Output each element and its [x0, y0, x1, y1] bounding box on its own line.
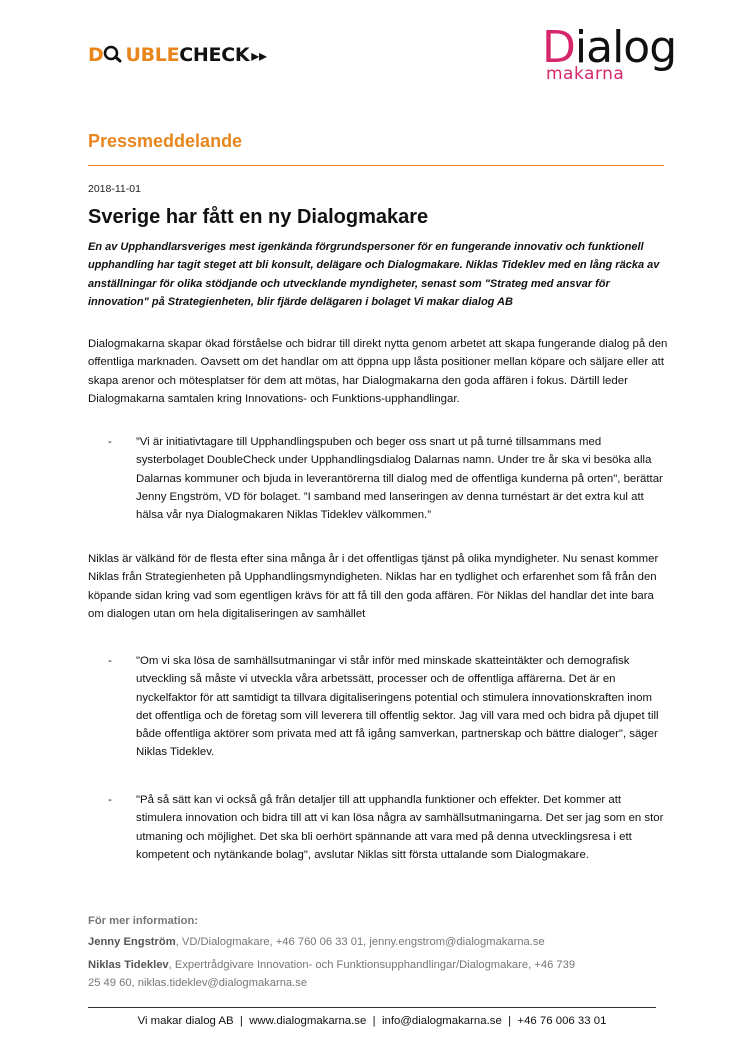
headline: Sverige har fått en ny Dialogmakare: [88, 206, 429, 228]
logo-text-check: CHECK: [179, 44, 250, 66]
magnifier-icon: [103, 44, 125, 70]
bullet-dash: -: [108, 655, 112, 667]
logo-initial-d: D: [542, 22, 575, 73]
contact-jenny: [88, 933, 545, 951]
double-arrow-icon: ▸▸: [251, 46, 267, 65]
bullet-dash: -: [108, 794, 112, 806]
logo-text-uble: UBLE: [125, 44, 180, 66]
footer: Vi makar dialog AB | www.dialogmakarna.se | info@dialogmakarna.se | +46 76 006 33 01: [137, 1015, 607, 1027]
release-date: 2018-11-01: [88, 183, 141, 195]
contact-name: Niklas Tideklev: [88, 959, 169, 971]
contact-heading: För mer information:: [88, 915, 199, 927]
lead-paragraph: En av Upphandlarsveriges mest igenkända förgrundspersoner för en fungerande innovativ och funktionell upphandling har tagit steget att bli konsult, delägare och Dialogmakare. Niklas Tideklev med en lång räcka av anställningar för olika stödjande och utvecklande myndigheter, senast som "Strateg med ansvar för innovation" på Strategienheten, blir fjärde delägaren i bolaget Vi makar dialog AB: [88, 241, 660, 308]
contact-details-cont: 25 49 60, niklas.tideklev@dialogmakarna.se: [88, 977, 308, 989]
quote-1: ”Vi är initiativtagare till Upphandlingspuben och beger oss snart ut på turné tillsammans med systerbolaget DoubleCheck under Upphandlingsdialog Dalarnas namn. Under tre år ska vi besöka alla Dalarnas kommuner och bjuda in leverantörerna till dialog med de offentliga kunderna på orten", berättar Jenny Engström, VD för bolaget. ”I samband med lanseringen av denna turnéstart är det extra kul att hälsa vår nya Dialogmakaren Niklas Tideklev välkommen.”: [136, 436, 663, 522]
body-paragraph-1: Dialogmakarna skapar ökad förståelse och bidrar till direkt nytta genom arbetet att skapa fungerande dialog på den offentliga marknaden. Oavsett om det handlar om att öppna upp låsta positioner mellan köpare och säljare eller att skapa arenor och mötesplatser för dem att mötas, har Dialogmakarna den goda affären i fokus. Därtill leder Dialogmakarna samtalen kring Innovations- och Funktions-upphandlingar.: [88, 338, 668, 405]
quote-3: "På så sätt kan vi också gå från detaljer till att upphandla funktioner och effekter. Det kommer att stimulera innovation och bidra till att vi kan lösa några av samhällsutmaningarna. Det ser jag som en stor utmaning och möjlighet. Det ska bli oerhört spännande att vara med på denna utvecklingsresa i ett kompetent och nytänkande bolag", avslutar Niklas sitt första uttalande som Dialogmakare.: [136, 794, 664, 861]
bullet-dash: -: [108, 436, 112, 448]
footer-divider: [88, 1007, 656, 1008]
contact-details: , VD/Dialogmakare, +46 760 06 33 01, jenny.engstrom@dialogmakarna.se: [175, 936, 545, 948]
dialogmakarna-logo: [542, 22, 692, 88]
contact-name: Jenny Engström: [88, 936, 176, 948]
header-divider: [88, 165, 664, 166]
document-type: Pressmeddelande: [88, 131, 243, 151]
doublecheck-logo: [88, 42, 267, 70]
logo-letter-d: D: [88, 44, 104, 66]
contact-details: , Expertrådgivare Innovation- och Funktionsupphandlingar/Dialogmakare, +46 739: [168, 959, 576, 971]
logo-text-ialog: ialog: [574, 22, 677, 73]
body-paragraph-2: Niklas är välkänd för de flesta efter sina många år i det offentligas tjänst på olika myndigheter. Nu senast kommer Niklas från Strategienheten på Upphandlingsmyndigheten. Niklas har en tydlighet och erfarenhet som få från den köpande sidan kring vad som egentligen krävs för att få till den goda affären. För Niklas del handlar det inte bara om dialogen utan om hela digitaliseringen av samhället: [88, 553, 659, 620]
contact-niklas: [88, 956, 658, 992]
logo-subtext: makarna: [546, 64, 625, 84]
quote-2: "Om vi ska lösa de samhällsutmaningar vi står inför med minskade skatteintäkter och demografisk utveckling så måste vi utveckla våra arbetssätt, processer och de offentliga affärerna. Det är en nyckelfaktor för att samtidigt ta tillvara digitaliseringens potential och stimulera innovationskraften inom det offentliga och de företag som vill leverera till offentlig sektor. Jag vill vara med och bidra på djupet till både offentliga aktörer som privata med att få igång samverkan, partnerskap och bättre dialoger", säger Niklas Tideklev.: [136, 655, 659, 759]
